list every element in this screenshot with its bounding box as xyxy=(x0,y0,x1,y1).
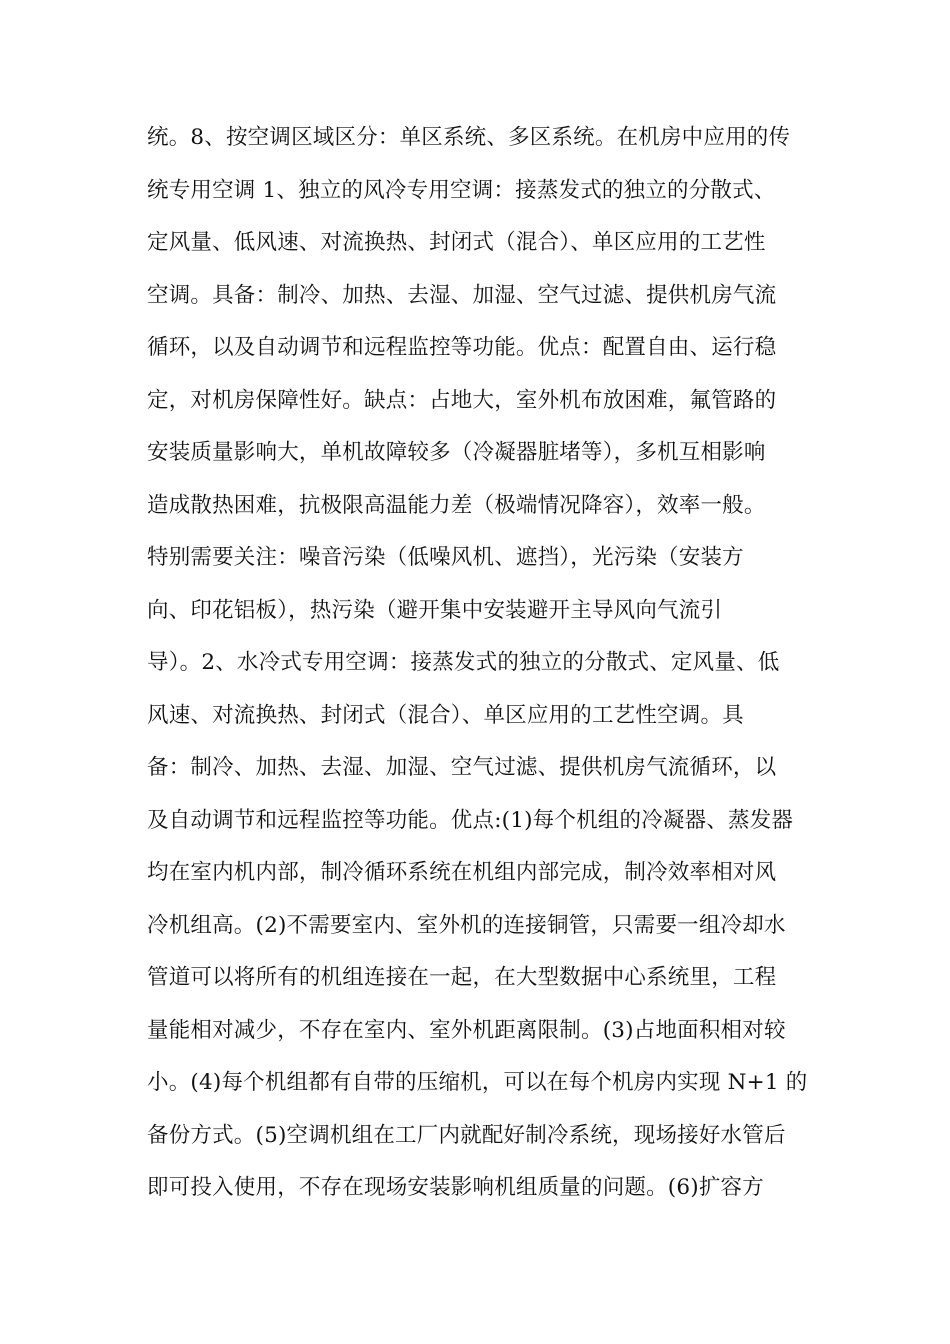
text-line: 统专用空调 1、独立的风冷专用空调：接蒸发式的独立的分散式、 xyxy=(147,177,776,203)
text-line: 定风量、低风速、对流换热、封闭式（混合）、单区应用的工艺性 xyxy=(147,230,766,255)
text-line: 空调。具备：制冷、加热、去湿、加湿、空气过滤、提供机房气流 xyxy=(147,282,777,308)
text-line: 导）。2、水冷式专用空调：接蒸发式的独立的分散式、定风量、低 xyxy=(147,650,780,675)
text-line: 管道可以将所有的机组连接在一起，在大型数据中心系统里，工程 xyxy=(147,965,777,990)
text-line: 备：制冷、加热、去湿、加湿、空气过滤、提供机房气流循环，以 xyxy=(147,755,777,780)
text-line: 及自动调节和远程监控等功能。优点:(1)每个机组的冷凝器、蒸发器 xyxy=(147,807,794,833)
text-line: 即可投入使用，不存在现场安装影响机组质量的问题。(6)扩容方 xyxy=(147,1175,764,1200)
body-text xyxy=(147,118,827,1221)
text-line: 冷机组高。(2)不需要室内、室外机的连接铜管，只需要一组冷却水 xyxy=(147,912,786,938)
text-line: 统。8、按空调区域区分：单区系统、多区系统。在机房中应用的传 xyxy=(147,125,791,150)
text-line: 特别需要关注：噪音污染（低噪风机、遮挡），光污染（安装方 xyxy=(147,545,744,570)
text-line: 备份方式。(5)空调机组在工厂内就配好制冷系统，现场接好水管后 xyxy=(147,1122,786,1148)
text-line: 小。(4)每个机组都有自带的压缩机，可以在每个机房内实现 N+1 的 xyxy=(147,1070,808,1095)
text-line: 均在室内机内部，制冷循环系统在机组内部完成，制冷效率相对风 xyxy=(147,860,777,885)
text-line: 量能相对减少，不存在室内、室外机距离限制。(3)占地面积相对较 xyxy=(147,1017,786,1043)
text-line: 安装质量影响大，单机故障较多（冷凝器脏堵等），多机互相影响 xyxy=(147,440,766,465)
text-line: 循环，以及自动调节和远程监控等功能。优点：配置自由、运行稳 xyxy=(147,335,777,360)
text-line: 风速、对流换热、封闭式（混合）、单区应用的工艺性空调。具 xyxy=(147,702,744,728)
text-line: 造成散热困难，抗极限高温能力差（极端情况降容），效率一般。 xyxy=(147,492,766,518)
text-line: 定，对机房保障性好。缺点：占地大，室外机布放困难，氟管路的 xyxy=(147,387,777,413)
text-line: 向、印花铝板），热污染（避开集中安装避开主导风向气流引 xyxy=(147,597,723,623)
